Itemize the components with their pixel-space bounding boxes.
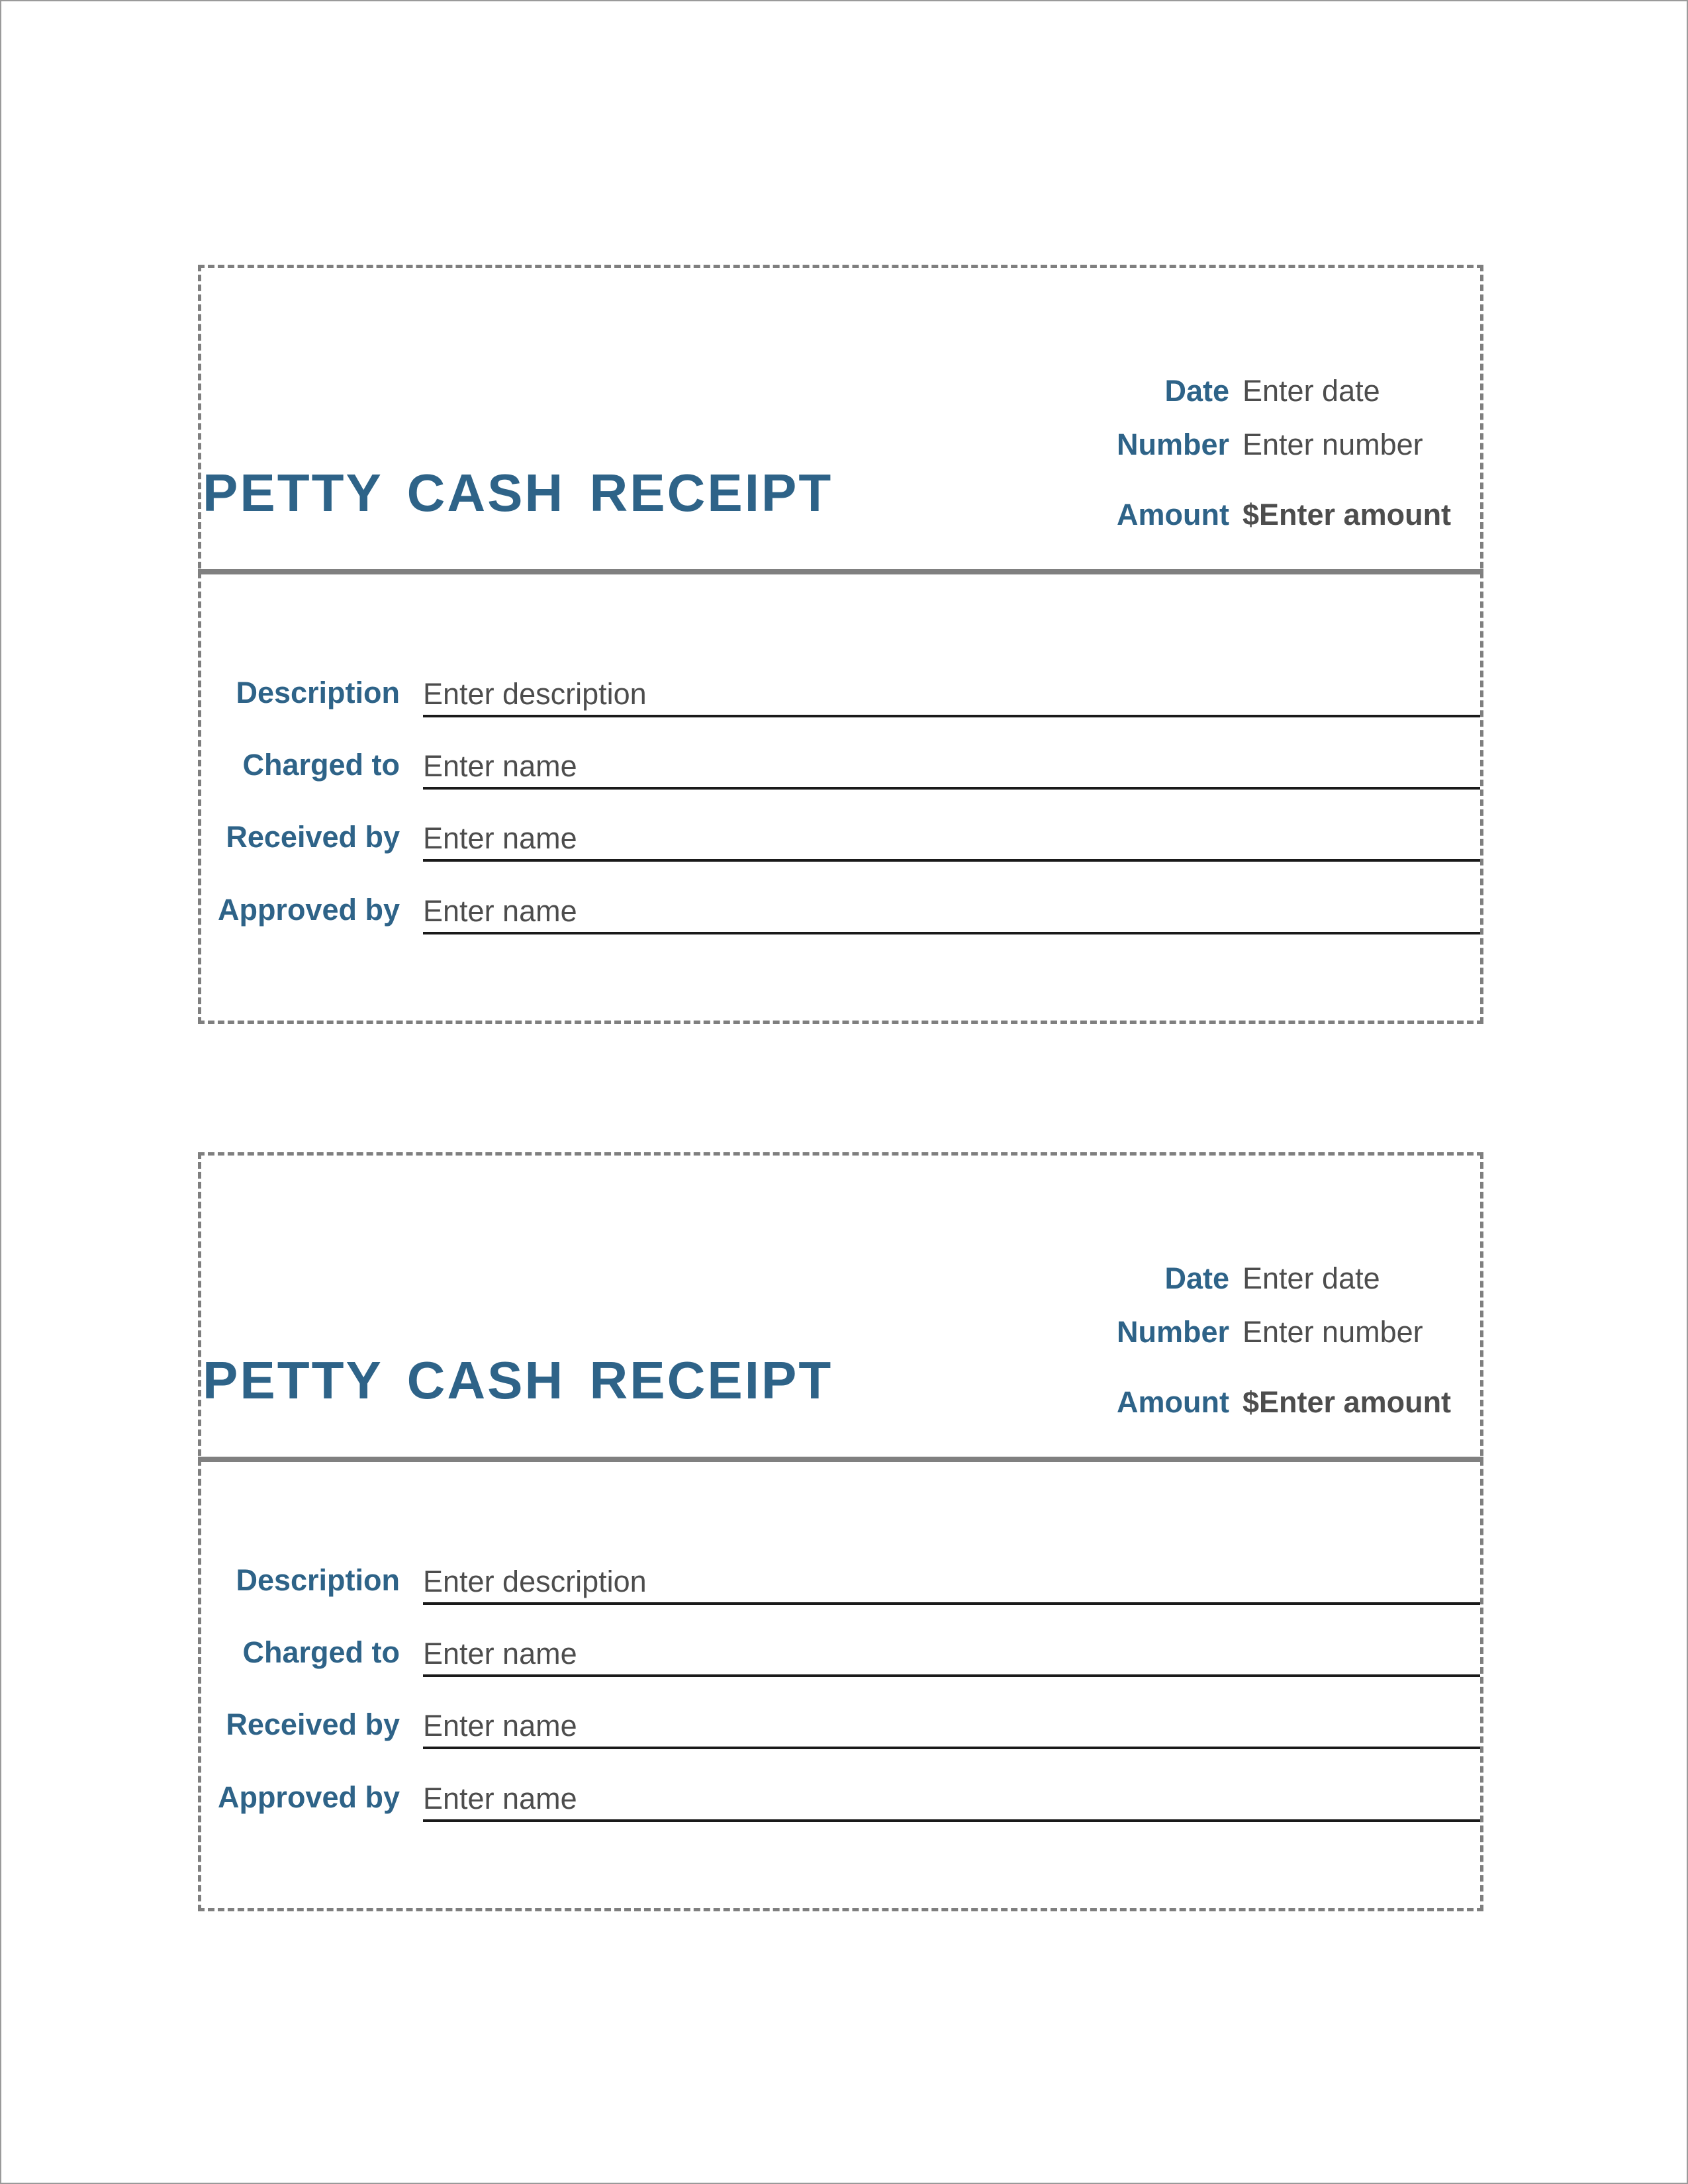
amount-label: Amount	[1117, 498, 1229, 531]
approved-by-row	[201, 889, 1480, 936]
date-label: Date	[1164, 374, 1229, 408]
date-field[interactable]: Enter date	[1243, 1261, 1380, 1295]
description-field[interactable]: Enter description	[423, 1560, 1480, 1605]
approved-by-field[interactable]: Enter name	[423, 889, 1480, 934]
received-by-row	[201, 817, 1480, 863]
received-by-field[interactable]: Enter name	[423, 817, 1480, 862]
number-label: Number	[1116, 428, 1229, 461]
approved-by-field[interactable]: Enter name	[423, 1777, 1480, 1822]
description-row	[201, 672, 1480, 719]
header-divider	[198, 569, 1483, 574]
description-field[interactable]: Enter description	[423, 672, 1480, 717]
receipt-title: PETTY CASH RECEIPT	[203, 463, 833, 522]
number-field[interactable]: Enter number	[1243, 428, 1423, 461]
date-field[interactable]: Enter date	[1243, 374, 1380, 408]
amount-label: Amount	[1117, 1385, 1229, 1419]
received-by-row	[201, 1704, 1480, 1751]
amount-field[interactable]: $Enter amount	[1243, 1385, 1452, 1419]
charged-to-field[interactable]: Enter name	[423, 1632, 1480, 1677]
received-by-label: Received by	[226, 820, 400, 854]
description-row	[201, 1560, 1480, 1606]
header-divider	[198, 1457, 1483, 1462]
description-label: Description	[236, 676, 400, 709]
receipt-title: PETTY CASH RECEIPT	[203, 1351, 833, 1410]
charged-to-field[interactable]: Enter name	[423, 745, 1480, 790]
approved-by-label: Approved by	[217, 893, 400, 927]
petty-cash-receipt-1	[198, 265, 1483, 1024]
petty-cash-receipt-2	[198, 1152, 1483, 1911]
charged-to-label: Charged to	[242, 1635, 400, 1669]
approved-by-row	[201, 1777, 1480, 1823]
approved-by-label: Approved by	[217, 1780, 400, 1814]
description-label: Description	[236, 1563, 400, 1597]
date-label: Date	[1164, 1261, 1229, 1295]
received-by-field[interactable]: Enter name	[423, 1704, 1480, 1749]
number-field[interactable]: Enter number	[1243, 1315, 1423, 1349]
number-label: Number	[1116, 1315, 1229, 1349]
charged-to-row	[201, 1632, 1480, 1678]
amount-field[interactable]: $Enter amount	[1243, 498, 1452, 531]
received-by-label: Received by	[226, 1707, 400, 1741]
charged-to-row	[201, 745, 1480, 791]
charged-to-label: Charged to	[242, 748, 400, 782]
